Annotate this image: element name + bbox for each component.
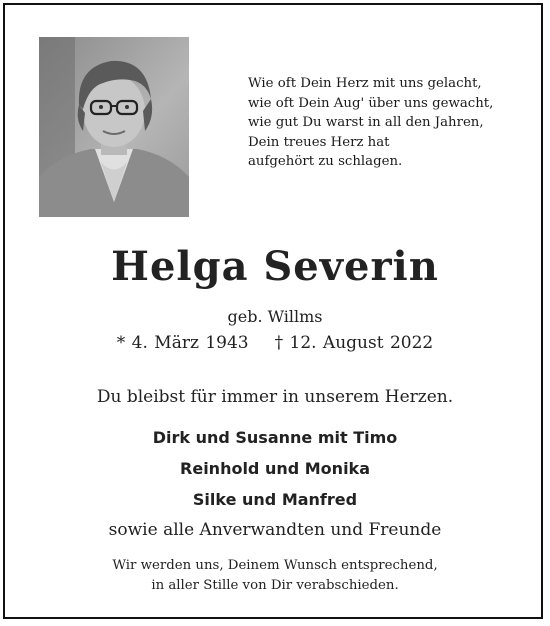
birth-date: * 4. März 1943 — [116, 333, 249, 353]
farewell-line: Wir werden uns, Deinem Wunsch entsprechend, — [112, 558, 438, 573]
farewell-line: in aller Stille von Dir verabschieden. — [151, 577, 399, 593]
poem-line: Dein treues Herz hat — [248, 134, 390, 150]
poem-line: aufgehört zu schlagen. — [248, 154, 403, 169]
portrait-photo — [39, 37, 189, 217]
mourner-name: Silke und Manfred — [192, 490, 358, 509]
mourner-name: Reinhold und Monika — [180, 459, 370, 478]
mourner-name: Dirk und Susanne mit Timo — [152, 428, 398, 447]
poem-line: wie gut Du warst in all den Jahren, — [248, 115, 484, 130]
obituary-card — [3, 3, 543, 619]
death-date: † 12. August 2022 — [274, 333, 434, 353]
other-mourners: sowie alle Anverwandten und Freunde — [108, 520, 442, 540]
poem-verse — [248, 74, 528, 172]
maiden-name: geb. Willms — [227, 307, 323, 326]
poem-line: wie oft Dein Aug' über uns gewacht, — [248, 95, 494, 111]
farewell-note — [5, 556, 545, 595]
poem-line: Wie oft Dein Herz mit uns gelacht, — [248, 76, 482, 91]
mourners-list — [5, 422, 545, 545]
life-dates — [5, 333, 545, 353]
memorial-quote: Du bleibst für immer in unserem Herzen. — [96, 387, 454, 407]
deceased-name: Helga Severin — [111, 243, 439, 290]
